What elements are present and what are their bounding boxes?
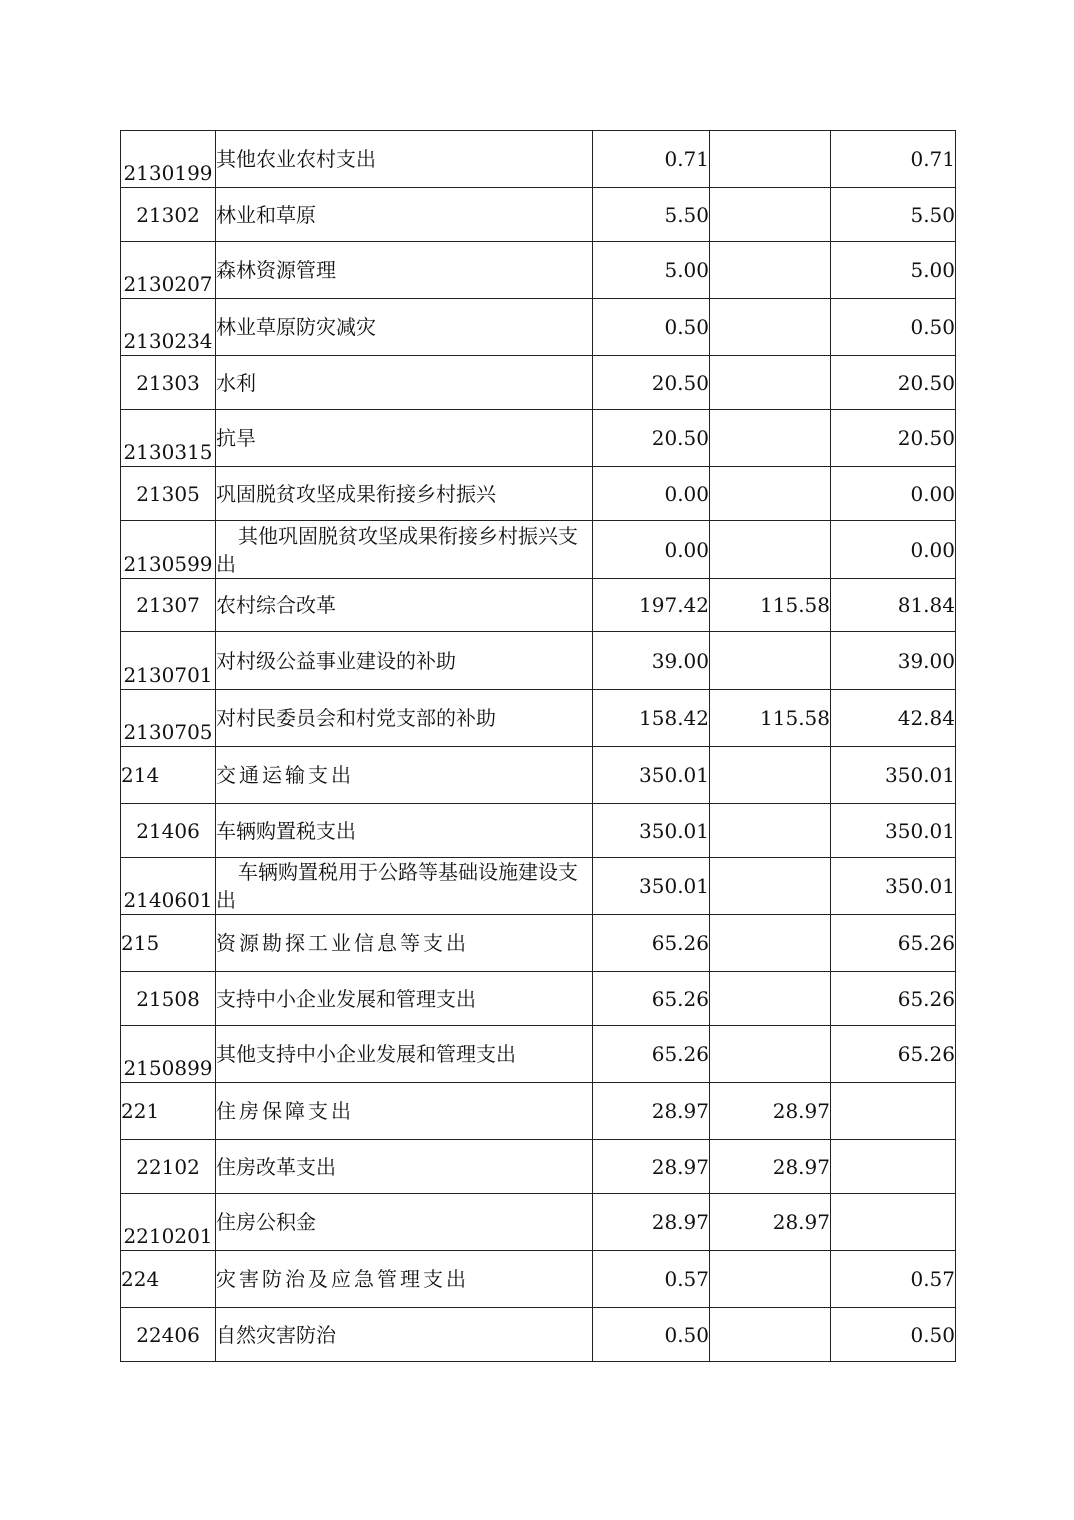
- table-row: [121, 632, 956, 690]
- basic-amount: [710, 858, 831, 915]
- project-amount: 0.50: [831, 299, 956, 356]
- subject-code: 224: [121, 1251, 216, 1308]
- subject-code: 22406: [121, 1308, 216, 1362]
- subject-name: 资源勘探工业信息等支出: [216, 915, 593, 972]
- basic-amount: [710, 242, 831, 299]
- subject-name: 住房改革支出: [216, 1140, 593, 1194]
- project-amount: [831, 1140, 956, 1194]
- subject-name: 灾害防治及应急管理支出: [216, 1251, 593, 1308]
- table-row: [121, 972, 956, 1026]
- basic-amount: [710, 521, 831, 579]
- basic-amount: [710, 410, 831, 467]
- table-row: [121, 579, 956, 632]
- basic-amount: [710, 1308, 831, 1362]
- subject-name: 其他支持中小企业发展和管理支出: [216, 1026, 593, 1083]
- subject-code: 221: [121, 1083, 216, 1140]
- subject-code: 2130701: [121, 632, 216, 690]
- project-amount: 0.50: [831, 1308, 956, 1362]
- subject-code: 21307: [121, 579, 216, 632]
- subject-code: 21302: [121, 188, 216, 242]
- table-row: [121, 915, 956, 972]
- table-row: [121, 1251, 956, 1308]
- subject-code: 2130315: [121, 410, 216, 467]
- subject-name: 住房公积金: [216, 1194, 593, 1251]
- subject-name: 自然灾害防治: [216, 1308, 593, 1362]
- subject-name: 车辆购置税支出: [216, 804, 593, 858]
- project-amount: 350.01: [831, 747, 956, 804]
- basic-amount: [710, 188, 831, 242]
- basic-amount: [710, 467, 831, 521]
- total-amount: 197.42: [593, 579, 710, 632]
- total-amount: 28.97: [593, 1194, 710, 1251]
- table-row: [121, 1083, 956, 1140]
- project-amount: 65.26: [831, 972, 956, 1026]
- project-amount: 42.84: [831, 690, 956, 747]
- basic-amount: [710, 632, 831, 690]
- basic-amount: 115.58: [710, 690, 831, 747]
- total-amount: 5.00: [593, 242, 710, 299]
- table-row: [121, 521, 956, 579]
- project-amount: 20.50: [831, 410, 956, 467]
- project-amount: 81.84: [831, 579, 956, 632]
- subject-code: 215: [121, 915, 216, 972]
- total-amount: 28.97: [593, 1140, 710, 1194]
- total-amount: 0.00: [593, 467, 710, 521]
- subject-code: 21406: [121, 804, 216, 858]
- table-row: [121, 690, 956, 747]
- project-amount: 350.01: [831, 858, 956, 915]
- subject-name: 对村民委员会和村党支部的补助: [216, 690, 593, 747]
- project-amount: 20.50: [831, 356, 956, 410]
- total-amount: 0.00: [593, 521, 710, 579]
- project-amount: 0.00: [831, 467, 956, 521]
- total-amount: 65.26: [593, 972, 710, 1026]
- project-amount: 0.57: [831, 1251, 956, 1308]
- total-amount: 0.50: [593, 299, 710, 356]
- budget-expenditure-table: [120, 130, 956, 1362]
- subject-code: 21303: [121, 356, 216, 410]
- basic-amount: 28.97: [710, 1083, 831, 1140]
- table-row: [121, 299, 956, 356]
- table-row: [121, 356, 956, 410]
- basic-amount: [710, 131, 831, 188]
- total-amount: 158.42: [593, 690, 710, 747]
- project-amount: 0.00: [831, 521, 956, 579]
- total-amount: 350.01: [593, 858, 710, 915]
- total-amount: 0.57: [593, 1251, 710, 1308]
- subject-code: 2130705: [121, 690, 216, 747]
- total-amount: 20.50: [593, 356, 710, 410]
- basic-amount: [710, 1251, 831, 1308]
- project-amount: 5.00: [831, 242, 956, 299]
- project-amount: 39.00: [831, 632, 956, 690]
- subject-name: 支持中小企业发展和管理支出: [216, 972, 593, 1026]
- total-amount: 20.50: [593, 410, 710, 467]
- subject-name: 其他农业农村支出: [216, 131, 593, 188]
- table-row: [121, 1194, 956, 1251]
- total-amount: 350.01: [593, 747, 710, 804]
- subject-name: 车辆购置税用于公路等基础设施建设支出: [216, 858, 593, 915]
- table-row: [121, 467, 956, 521]
- table-row: [121, 1026, 956, 1083]
- project-amount: [831, 1194, 956, 1251]
- project-amount: 65.26: [831, 1026, 956, 1083]
- subject-name: 林业和草原: [216, 188, 593, 242]
- subject-code: 21305: [121, 467, 216, 521]
- total-amount: 0.71: [593, 131, 710, 188]
- basic-amount: [710, 972, 831, 1026]
- subject-name: 森林资源管理: [216, 242, 593, 299]
- subject-code: 2130599: [121, 521, 216, 579]
- basic-amount: 28.97: [710, 1140, 831, 1194]
- subject-code: 2150899: [121, 1026, 216, 1083]
- project-amount: 65.26: [831, 915, 956, 972]
- total-amount: 28.97: [593, 1083, 710, 1140]
- subject-code: 22102: [121, 1140, 216, 1194]
- basic-amount: [710, 915, 831, 972]
- basic-amount: [710, 1026, 831, 1083]
- subject-code: 2140601: [121, 858, 216, 915]
- total-amount: 350.01: [593, 804, 710, 858]
- basic-amount: [710, 299, 831, 356]
- subject-code: 2130207: [121, 242, 216, 299]
- project-amount: 0.71: [831, 131, 956, 188]
- subject-name: 林业草原防灾减灾: [216, 299, 593, 356]
- subject-code: 2130234: [121, 299, 216, 356]
- table-row: [121, 410, 956, 467]
- subject-name: 抗旱: [216, 410, 593, 467]
- basic-amount: [710, 747, 831, 804]
- project-amount: 5.50: [831, 188, 956, 242]
- subject-name: 水利: [216, 356, 593, 410]
- total-amount: 39.00: [593, 632, 710, 690]
- subject-name: 住房保障支出: [216, 1083, 593, 1140]
- subject-code: 2210201: [121, 1194, 216, 1251]
- project-amount: 350.01: [831, 804, 956, 858]
- subject-name: 农村综合改革: [216, 579, 593, 632]
- total-amount: 65.26: [593, 915, 710, 972]
- total-amount: 5.50: [593, 188, 710, 242]
- subject-code: 214: [121, 747, 216, 804]
- subject-name: 交通运输支出: [216, 747, 593, 804]
- table-row: [121, 858, 956, 915]
- table-row: [121, 747, 956, 804]
- subject-code: 2130199: [121, 131, 216, 188]
- total-amount: 65.26: [593, 1026, 710, 1083]
- basic-amount: 115.58: [710, 579, 831, 632]
- table-row: [121, 1308, 956, 1362]
- subject-name: 巩固脱贫攻坚成果衔接乡村振兴: [216, 467, 593, 521]
- basic-amount: 28.97: [710, 1194, 831, 1251]
- project-amount: [831, 1083, 956, 1140]
- subject-name: 对村级公益事业建设的补助: [216, 632, 593, 690]
- table-row: [121, 131, 956, 188]
- total-amount: 0.50: [593, 1308, 710, 1362]
- basic-amount: [710, 356, 831, 410]
- table-row: [121, 188, 956, 242]
- subject-code: 21508: [121, 972, 216, 1026]
- basic-amount: [710, 804, 831, 858]
- subject-name: 其他巩固脱贫攻坚成果衔接乡村振兴支出: [216, 521, 593, 579]
- table-row: [121, 242, 956, 299]
- table-row: [121, 1140, 956, 1194]
- table-row: [121, 804, 956, 858]
